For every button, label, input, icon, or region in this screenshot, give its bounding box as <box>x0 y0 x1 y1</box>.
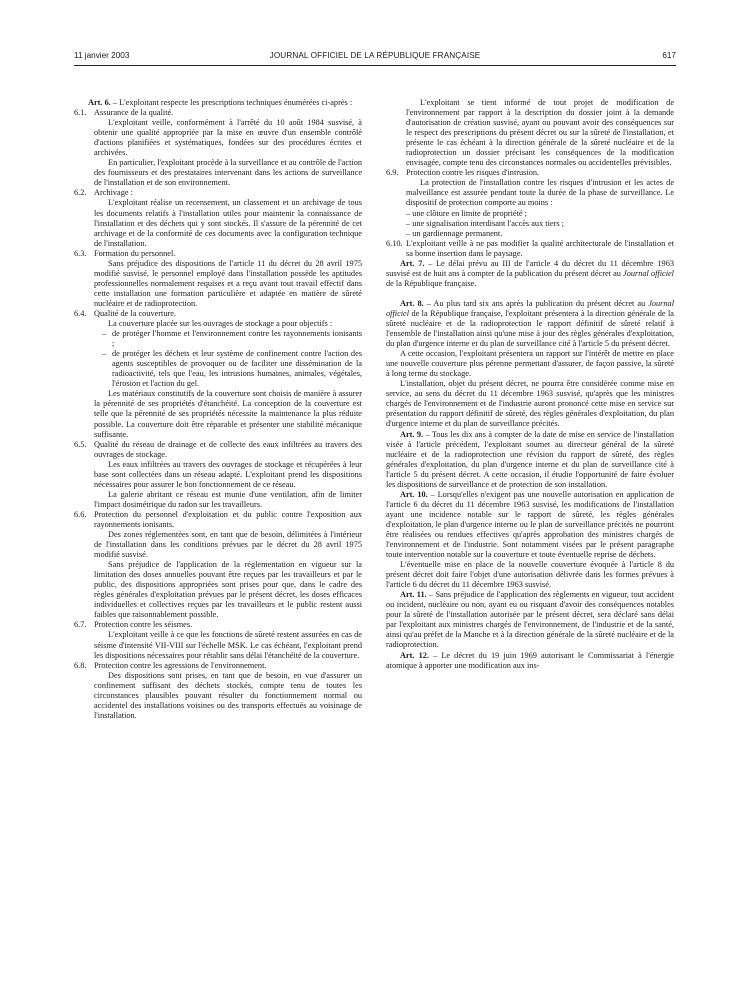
article-label: Art. 9. <box>400 429 424 439</box>
article-label: Art. 10. <box>400 489 428 499</box>
paragraph: La couverture placée sur les ouvrages de stockage a pour objectifs : <box>108 319 333 329</box>
section-number: 6.4. <box>74 308 87 318</box>
section-title: Protection contre les agressions de l'environnement. <box>94 660 267 670</box>
paragraph: La galerie abritant ce réseau est munie d'une ventilation, afin de limiter l'impact dosimétrique du radon sur les travailleurs. <box>94 489 362 509</box>
section-number: 6.3. <box>74 248 87 258</box>
dash-item: – de protéger l'homme et l'environnement contre les rayonnements ionisants ; <box>102 329 362 349</box>
section-number: 6.6. <box>74 509 87 519</box>
article-label: Art. 7. <box>400 258 425 268</box>
section-6-5 <box>74 440 362 510</box>
article-label: Art. 8. <box>400 298 424 308</box>
section-number: 6.10. <box>386 238 403 248</box>
article-6-intro: Art. 6. – L'exploitant respecte les prescriptions techniques énumérées ci-après : <box>88 98 353 107</box>
paragraph: La protection de l'installation contre les risques d'intrusion et les actes de malveillance est assurée pendant toute la durée de la phase de surveillance. Le dispositif de protection comporte au moins : <box>406 178 674 208</box>
section-title: Protection du personnel d'exploitation et du public contre l'exposition aux rayonnements ionisants. <box>94 509 362 529</box>
article-label: Art. 11. <box>400 590 427 600</box>
paragraph: Sans préjudice des dispositions de l'article 11 du décret du 28 avril 1975 modifié susvisé, le personnel employé dans l'installation possède les aptitudes professionnelles normalement requises et a reçu avant tout travail effectif dans cette installation une formation particulière et adaptée en matière de sûreté nucléaire et de radioprotection. <box>94 258 362 308</box>
paragraph: L'exploitant veille, conformément à l'arrêté du 10 août 1984 susvisé, à obtenir une qualité appropriée par la mise en œuvre d'un ensemble contrôlé d'actions planifiées et systématiques, fondées sur des procédures écrites et archivées. <box>94 118 362 158</box>
section-6-2 <box>74 188 362 248</box>
section-6-10 <box>386 239 674 259</box>
paragraph: L'exploitant réalise un recensement, un classement et un archivage de tous les documents relatifs à l'installation utiles pour maintenir la connaissance de l'installation et des déchets qui y sont stockés. Il s'assure de la pérennité de cet archivage et de la conformité de ces documents avec la configuration technique de l'installation. <box>94 198 362 248</box>
paragraph: L'éventuelle mise en place de la nouvelle couverture évoquée à l'article 8 du présent décret doit faire l'objet d'une autorisation délivrée dans les formes prévues à l'article 6 du décret du 11 décembre 1963 susvisé. <box>386 560 674 590</box>
article-10: Art. 10. – Lorsqu'elles n'exigent pas une nouvelle autorisation en application de l'article 6 du décret du 11 décembre 1963 susvisé, les modifications de l'installation ayant une incidence notable sur le rapport de sûreté, les règles générales d'exploitation, le plan d'urgence interne ou le plan de surveillance précités ne pourront être réalisées ou rendues effectives qu'après approbation des ministres chargés de l'environnement et de l'industrie. Sont notamment visées par le présent paragraphe toute intervention notable sur la couverture et toute éventuelle reprise de déchets. <box>386 489 674 560</box>
section-6-8-continued <box>386 98 674 168</box>
section-title: Protection contre les séismes. <box>94 620 193 630</box>
section-title: Assurance de la qualité. <box>94 108 174 118</box>
paragraph: Des dispositions sont prises, en tant que de besoin, en vue d'assurer un confinement suffisant des déchets stockés, compte tenu de toutes les circonstances plausibles pouvant résulter du fonctionnement normal ou accidentel des installations voisines ou des transports effectués au voisinage de l'installation. <box>94 670 362 720</box>
article-7: Art. 7. – Le délai prévu au III de l'article 4 du décret du 11 décembre 1963 susvisé est de huit ans à compter de la publication du présent décret au Journal officiel de la République française. <box>386 258 675 288</box>
header-date: 11 janvier 2003 <box>74 51 130 60</box>
dash-line: – un gardiennage permanent. <box>406 228 503 238</box>
section-6-6 <box>74 510 362 621</box>
section-6-7 <box>74 620 362 660</box>
header-rule <box>74 65 676 66</box>
page-number: 617 <box>662 51 676 60</box>
paragraph: Des zones réglementées sont, en tant que de besoin, délimitées à l'intérieur de l'installation dans les conditions prévues par le décret du 28 avril 1975 modifié susvisé. <box>94 530 362 560</box>
article-label: Art. 12. <box>400 650 429 660</box>
section-title: Formation du personnel. <box>94 248 176 258</box>
section-6-9 <box>386 168 674 238</box>
section-title: Protection contre les risques d'intrusion. <box>406 168 540 178</box>
article-9: Art. 9. – Tous les dix ans à compter de la date de mise en service de l'installation visée à l'article précédent, l'exploitant soumet au directeur général de la sûreté nucléaire et de la radioprotection une révision du rapport de sûreté, des règles générales d'exploitation, du plan d'urgence interne et du plan de surveillance cité à l'article 5 du présent décret. A cette occasion, il étudie l'opportunité de faire évoluer les dispositions de surveillance et de protection de son installation. <box>386 429 674 489</box>
article-label: Art. 6. <box>88 98 111 107</box>
paragraph: L'exploitant se tient informé de tout projet de modification de l'environnement par rapport à la description du dossier joint à la demande d'autorisation de création susvisé, ayant ou pouvant avoir des conséquences sur le respect des prescriptions du présent décret ou sur la sûreté de l'installation, et présente le cas échéant à la direction générale de la sûreté nucléaire et de la radioprotection un dossier précisant les conséquences de la modification envisagée, compte tenu des circonstances normales ou accidentelles prévisibles. <box>406 98 674 168</box>
section-number: 6.5. <box>74 439 87 449</box>
dash-line: – une signalisation interdisant l'accès aux tiers ; <box>406 218 564 228</box>
page-header <box>74 51 676 63</box>
section-6-1 <box>74 108 362 188</box>
paragraph: Les eaux infiltrées au travers des ouvrages de stockage et récupérées à leur base sont collectées dans un réseau adapté. L'exploitant prend les dispositions nécessaires pour assurer le bon fonctionnement de ce réseau. <box>94 459 362 489</box>
section-6-4 <box>74 309 362 440</box>
paragraph: L'installation, objet du présent décret, ne pourra être considérée comme mise en service, au sens du décret du 11 décembre 1963 susvisé, qu'après que les ministres chargés de l'environnement et de l'industrie auront prononcé cette mise en service sur présentation du rapport définitif de sûreté, des règles générales d'exploitation, du plan d'urgence interne et du plan de surveillance précités. <box>386 379 674 429</box>
article-8: Art. 8. – Au plus tard six ans après la publication du présent décret au Journal officiel de la République française, l'exploitant présentera à la direction générale de la sûreté nucléaire et de la radioprotection le rapport définitif de sûreté relatif à l'ensemble de l'installation ainsi qu'une mise à jour des règles générales d'exploitation, du plan d'urgence interne et du plan de surveillance cité à l'article 5 du présent décret. <box>386 298 674 349</box>
section-number: 6.1. <box>74 108 87 118</box>
paragraph: En particulier, l'exploitant procède à la surveillance et au contrôle de l'action des fournisseurs et des prestataires intervenant dans les actions de surveillance de l'installation et de son environnement. <box>94 158 362 188</box>
section-number: 6.7. <box>74 620 87 630</box>
dash-item: – de protéger les déchets et leur système de confinement contre l'action des agents susceptibles de provoquer ou de faciliter une dissémination de la radioactivité, tels que l'eau, les intrusions humaines, animales, végétales, l'érosion et l'action du gel. <box>102 349 362 389</box>
paragraph: L'exploitant veille à ce que les fonctions de sûreté restent assurées en cas de séisme d'intensité VII-VIII sur l'échelle MSK. Le cas échéant, l'exploitant prend les dispositions nécessaires pour rétablir sans délai l'étanchéité de la couverture. <box>94 630 362 660</box>
section-number: 6.2. <box>74 188 87 198</box>
article-11: Art. 11. – Sans préjudice de l'application des règlements en vigueur, tout accident ou incident, nucléaire ou non, ayant eu ou risquant d'avoir des conséquences notables pour la sûreté de l'installation autorisée par le présent décret, sera déclaré sans délai par l'exploitant aux ministres chargés de l'environnement, de l'industrie et de la santé, ainsi qu'au préfet de la Manche et à la direction générale de la sûreté nucléaire et de la radioprotection. <box>386 590 675 650</box>
section-text: L'exploitant veille à ne pas modifier la qualité architecturale de l'installation et sa bonne insertion dans le paysage. <box>406 238 674 258</box>
dash-line: – une clôture en limite de propriété ; <box>406 208 527 218</box>
journal-title: JOURNAL OFFICIEL DE LA RÉPUBLIQUE FRANÇAISE <box>269 51 481 60</box>
section-title: Qualité de la couverture. <box>94 308 177 318</box>
section-6-8 <box>74 661 362 721</box>
section-number: 6.9. <box>386 168 399 178</box>
section-number: 6.8. <box>74 660 87 670</box>
section-title: Qualité du réseau de drainage et de collecte des eaux infiltrées au travers des ouvrages de stockage. <box>94 439 362 459</box>
article-12: Art. 12. – Le décret du 19 juin 1969 autorisant le Commissariat à l'énergie atomique à apporter une modification aux ins- <box>386 650 674 670</box>
right-column <box>386 98 674 671</box>
paragraph: Les matériaux constitutifs de la couverture sont choisis de manière à assurer la pérennité de ses propriétés d'étanchéité. La conception de la couverture est telle que la pérennité de ses propriétés nécessite la maintenance la plus réduite possible. La couverture doit être réparable et présenter une stabilité mécanique suffisante. <box>94 389 362 439</box>
section-title: Archivage : <box>94 188 133 198</box>
paragraph: A cette occasion, l'exploitant présentera un rapport sur l'intérêt de mettre en place une nouvelle couverture plus pérenne permettant d'assurer, de façon passive, la sûreté à long terme du stockage. <box>386 349 674 379</box>
left-column <box>74 98 362 721</box>
section-6-3 <box>74 249 362 309</box>
paragraph: Sans préjudice de l'application de la réglementation en vigueur sur la limitation des doses annuelles pouvant être reçues par les travailleurs et par le public, des dispositions appropriées sont prises pour que, dans le cadre des règles générales d'exploitation prévues par le présent décret, les doses efficaces individuelles et collectives reçues par les travailleurs et le public restent aussi faibles que raisonnablement possible. <box>94 560 362 620</box>
